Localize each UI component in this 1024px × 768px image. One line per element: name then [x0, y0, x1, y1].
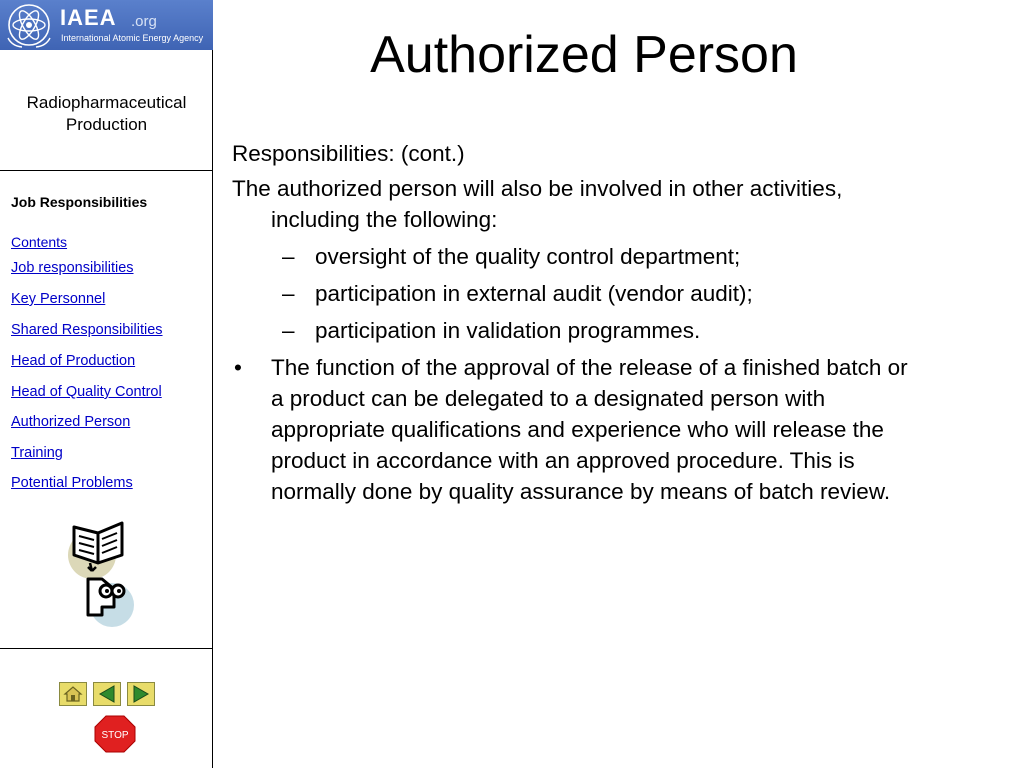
slide-body	[232, 138, 912, 507]
slide-title: Authorized Person	[370, 26, 798, 84]
logo-org-suffix: .org	[131, 13, 157, 30]
next-arrow-icon	[128, 683, 154, 705]
divider	[0, 648, 213, 649]
nav-link-key-personnel[interactable]: Key Personnel	[11, 291, 106, 307]
dash-item-text: participation in validation programmes.	[315, 318, 701, 343]
nav-link-authorized-person[interactable]: Authorized Person	[11, 414, 131, 430]
nav-link-training[interactable]: Training	[11, 445, 63, 461]
nav-link-shared-responsibilities[interactable]: Shared Responsibilities	[11, 322, 163, 338]
nav-link-potential-problems[interactable]: Potential Problems	[11, 475, 133, 491]
book-icon	[68, 523, 122, 579]
sidebar	[0, 0, 213, 768]
dash-item-text: participation in external audit (vendor audit);	[315, 281, 753, 306]
home-button[interactable]	[59, 682, 87, 706]
nav-link-head-of-production[interactable]: Head of Production	[11, 353, 136, 369]
stop-button[interactable]	[94, 715, 136, 753]
reading-illustration	[62, 515, 142, 635]
iaea-logo[interactable]	[0, 0, 213, 50]
divider	[0, 170, 213, 171]
dash-item	[232, 315, 912, 346]
stop-label: STOP	[101, 730, 129, 741]
dash-item	[232, 241, 912, 272]
next-button[interactable]	[127, 682, 155, 706]
logo-subtitle: International Atomic Energy Agency	[61, 33, 204, 43]
bullet-item	[232, 352, 912, 507]
home-icon	[60, 683, 86, 705]
dash-marker: –	[282, 244, 295, 269]
reader-icon	[88, 579, 134, 627]
paragraph: The authorized person will also be involved in other activities, including the following:	[232, 176, 843, 232]
back-button[interactable]	[93, 682, 121, 706]
stop-sign-icon	[95, 716, 135, 752]
dash-item	[232, 278, 912, 309]
intro-line: Responsibilities: (cont.)	[232, 141, 465, 166]
back-arrow-icon	[94, 683, 120, 705]
dash-marker: –	[282, 281, 295, 306]
bullet-marker: •	[234, 355, 242, 380]
dash-item-text: oversight of the quality control department;	[315, 244, 741, 269]
un-emblem-icon	[2, 2, 56, 48]
nav-link-contents[interactable]: Contents	[11, 234, 68, 250]
nav-link-head-of-quality-control[interactable]: Head of Quality Control	[11, 384, 162, 400]
nav-heading: Job Responsibilities	[11, 194, 148, 210]
nav-link-job-responsibilities[interactable]: Job responsibilities	[11, 260, 134, 276]
logo-wordmark: IAEA	[60, 5, 117, 30]
section-title: Radiopharmaceutical Production	[26, 93, 187, 134]
dash-marker: –	[282, 318, 295, 343]
bullet-item-text: The function of the approval of the release of a finished batch or a product can be delegated to a designated person with appropriate qualifications and experience who will release the product in accordance with an approved procedure. This is normally done by quality assurance by means of batch review.	[271, 355, 908, 504]
